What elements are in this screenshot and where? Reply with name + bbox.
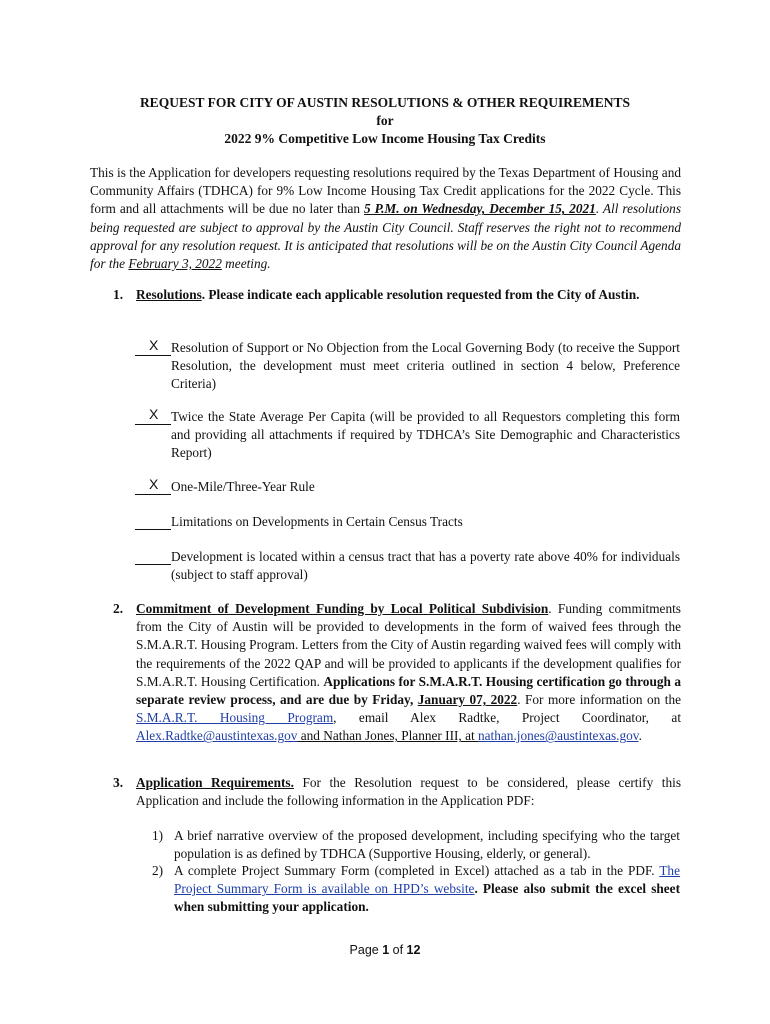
checkbox-blank[interactable] bbox=[135, 548, 171, 565]
resolution-checkbox-item[interactable] bbox=[135, 548, 680, 584]
section-3-text: For the Resolution request to be considered, please certify this Application and include the following information in the Application PDF: bbox=[136, 775, 682, 809]
section-1-heading bbox=[136, 286, 681, 304]
list-text bbox=[174, 862, 680, 917]
list-item bbox=[152, 827, 680, 863]
section-2-text-3: , email Alex Radtke, Project Coordinator, at bbox=[333, 710, 682, 726]
intro-text-2: . All resolutions being requested are subject to approval by the Austin City Council. Staff reserves the right not to recommend approval for any resolution request. It is anticipated that resolutions will be on the Austin City Council Agenda for the bbox=[90, 201, 682, 272]
page-current: 1 bbox=[382, 943, 390, 957]
section-2-text-5: . bbox=[638, 728, 642, 744]
intro-text-1: This is the Application for developers requesting resolutions required by the Texas Department of Housing and Community Affairs (TDHCA) for 9% Low Income Housing Tax Credit applications for the 2022 Cycle. This form and all attachments will be due no later than bbox=[90, 165, 681, 217]
check-mark: X bbox=[149, 406, 159, 422]
section-1-text: . Please indicate each applicable resolution requested from the City of Austin. bbox=[201, 287, 640, 302]
check-mark: X bbox=[149, 476, 159, 492]
checkbox-label: Development is located within a census tract that has a poverty rate above 40% for individuals (subject to staff approval) bbox=[171, 549, 680, 583]
section-2-bold-1: Applications for S.M.A.R.T. Housing certification go through a separate review process, and are due by Friday, bbox=[136, 673, 681, 708]
list-text: A brief narrative overview of the proposed development, including specifying who the target population is as defined by TDHCA (Supportive Housing, elderly, or general). bbox=[174, 828, 680, 862]
checkbox-blank[interactable] bbox=[135, 513, 171, 530]
title-line-2: for bbox=[376, 113, 394, 128]
section-2-paragraph bbox=[136, 600, 681, 746]
agenda-date: February 3, 2022 bbox=[128, 256, 222, 272]
list-bold-part: . Please also submit the excel sheet when submitting your application. bbox=[174, 881, 680, 915]
smart-due-date: January 07, 2022 bbox=[417, 692, 518, 708]
page-total: 12 bbox=[406, 943, 421, 957]
resolution-checkbox-item[interactable] bbox=[135, 408, 680, 463]
nathan-email-link[interactable]: nathan.jones@austintexas.gov bbox=[478, 728, 639, 744]
intro-text-3: meeting. bbox=[221, 256, 271, 272]
title-line-1: REQUEST FOR CITY OF AUSTIN RESOLUTIONS & OTHER REQUIREMENTS bbox=[139, 95, 631, 110]
section-2-text-2: . For more information on the bbox=[517, 692, 681, 708]
checkbox-label: Twice the State Average Per Capita (will be provided to all Requestors completing this form and providing all attachments if required by TDHCA’s Site Demographic and Characteristics Report) bbox=[171, 409, 680, 461]
intro-paragraph bbox=[90, 164, 681, 273]
deadline-text: 5 P.M. on Wednesday, December 15, 2021 bbox=[364, 201, 596, 217]
page-footer bbox=[0, 943, 770, 957]
list-text-part: A complete Project Summary Form (completed in Excel) attached as a tab in the PDF. bbox=[174, 863, 660, 878]
alex-email-link[interactable]: Alex.Radtke@austintexas.gov bbox=[136, 728, 298, 744]
section-3-title: Application Requirements. bbox=[136, 775, 294, 790]
section-2-text-4: and Nathan Jones, Planner III, at bbox=[297, 728, 478, 744]
section-2-text-1: . Funding commitments from the City of Austin will be provided to developments in the form of waived fees through the S.M.A.R.T. Housing Program. Letters from the City of Austin regarding waived fees will comply with the requirements of the 2022 QAP and will be provided to applicants if the development qualifies for S.M.A.R.T. Housing Certification. bbox=[136, 601, 681, 689]
resolution-checkbox-item[interactable] bbox=[135, 478, 680, 496]
document-title bbox=[90, 94, 680, 148]
page-prefix: Page bbox=[349, 943, 383, 957]
resolution-checkbox-item[interactable] bbox=[135, 339, 680, 394]
smart-housing-link[interactable]: S.M.A.R.T. Housing Program bbox=[136, 710, 334, 726]
section-3-paragraph bbox=[136, 774, 681, 810]
list-number: 2) bbox=[152, 863, 164, 878]
checkbox-label: Resolution of Support or No Objection from the Local Governing Body (to receive the Support Resolution, the development must meet criteria outlined in section 4 below, Preference Criteria) bbox=[171, 340, 680, 392]
section-1-number: 1. bbox=[113, 287, 124, 302]
section-3-number: 3. bbox=[113, 775, 124, 790]
check-mark: X bbox=[149, 337, 159, 353]
resolution-checkbox-item[interactable] bbox=[135, 513, 680, 531]
checkbox-label: One-Mile/Three-Year Rule bbox=[171, 479, 315, 494]
list-number: 1) bbox=[152, 828, 164, 843]
section-2-number: 2. bbox=[113, 601, 124, 616]
section-2-title: Commitment of Development Funding by Local Political Subdivision bbox=[136, 601, 549, 616]
list-item bbox=[152, 862, 680, 917]
checkbox-label: Limitations on Developments in Certain Census Tracts bbox=[171, 514, 463, 529]
page-of: of bbox=[389, 943, 407, 957]
title-line-3: 2022 9% Competitive Low Income Housing Tax Credits bbox=[224, 131, 546, 146]
project-summary-form-link[interactable]: The Project Summary Form is available on HPD’s website bbox=[174, 863, 680, 897]
section-1-title: Resolutions bbox=[136, 287, 202, 302]
